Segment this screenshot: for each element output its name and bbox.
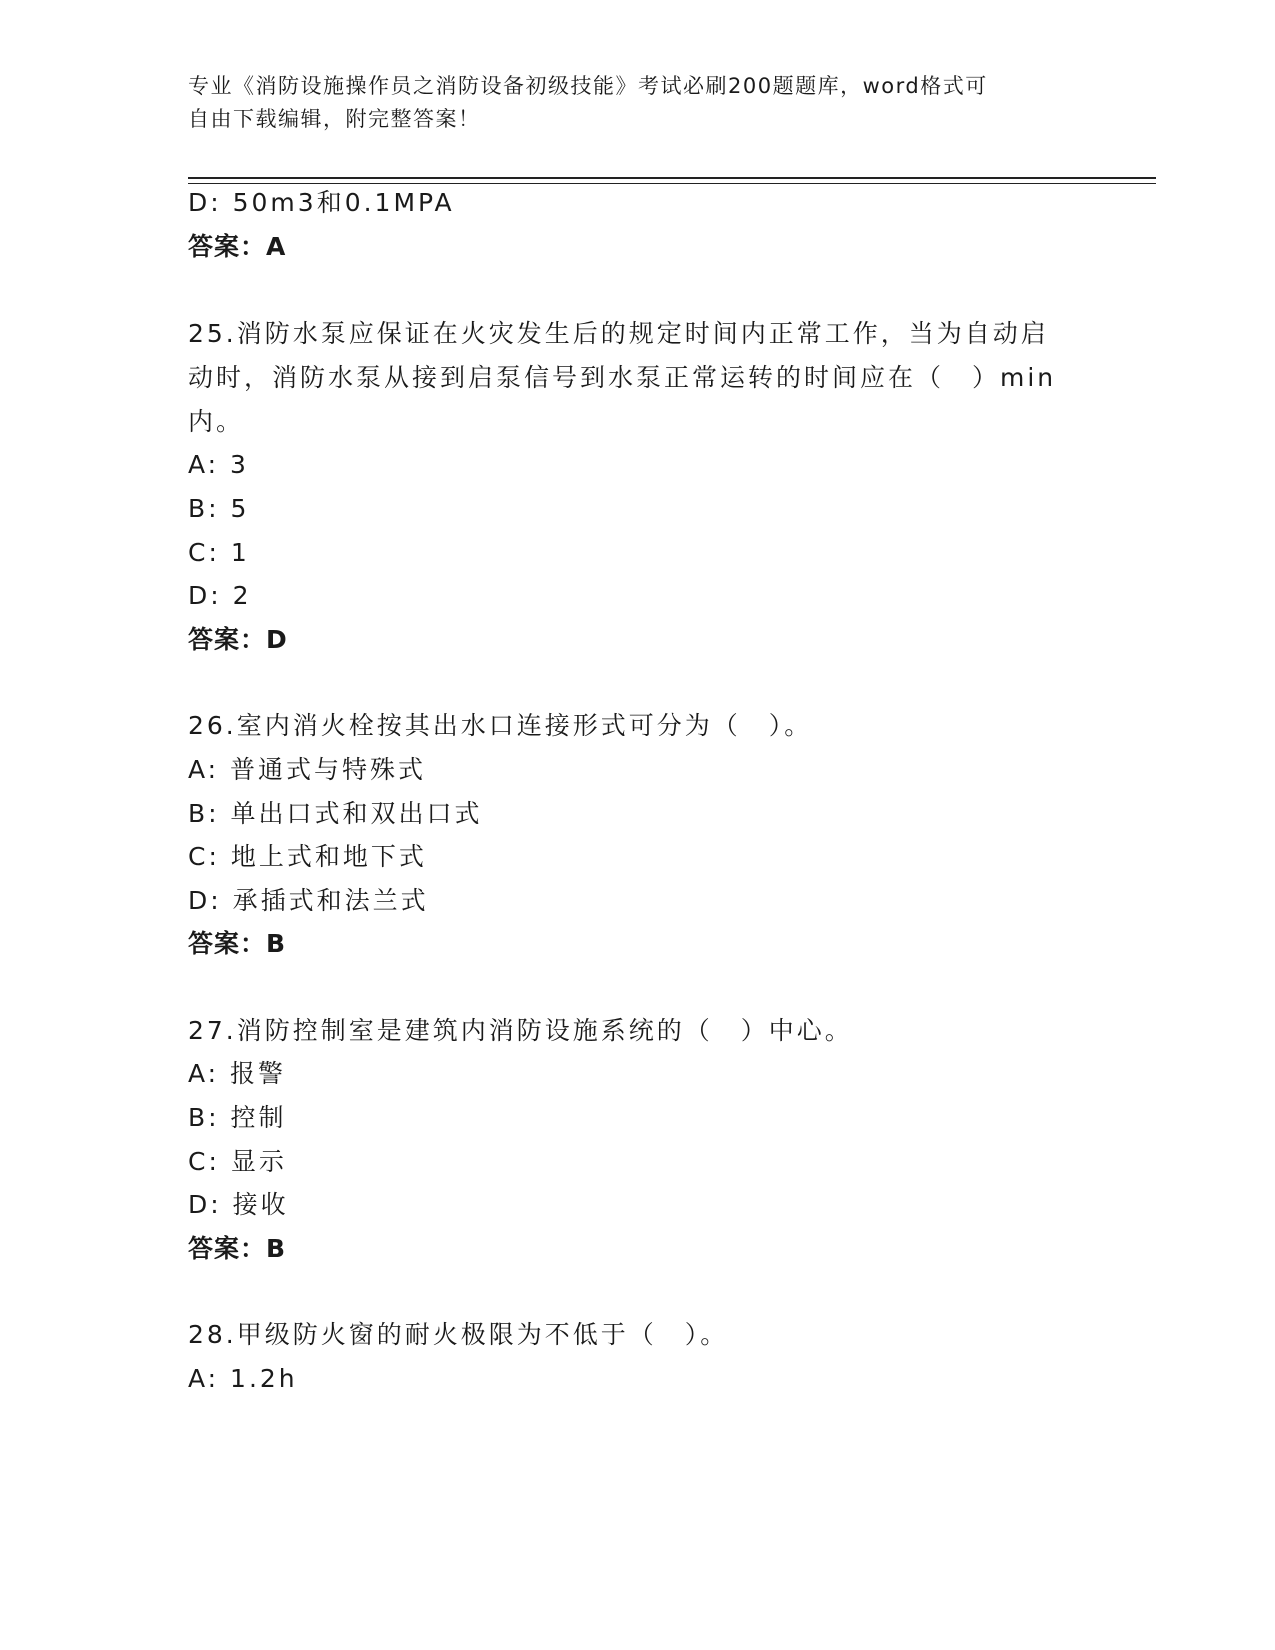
header-divider-thin: [188, 183, 1156, 184]
prev-option-d: D: 50m3和0.1MPA: [188, 188, 455, 217]
q25-stem-line-1: 25.消防水泵应保证在火灾发生后的规定时间内正常工作，当为自动启: [188, 319, 1049, 348]
q25-stem-line-3: 内。: [188, 407, 245, 436]
q26-answer: 答案：B: [188, 929, 287, 958]
q25-answer: 答案：D: [188, 625, 288, 654]
q27-answer: 答案：B: [188, 1234, 287, 1263]
q26-option-c: C: 地上式和地下式: [188, 842, 427, 871]
q26-option-d: D: 承插式和法兰式: [188, 886, 429, 915]
header-line-2: 自由下载编辑，附完整答案！: [188, 107, 481, 131]
q25-option-c: C: 1: [188, 538, 250, 567]
q27-stem: 27.消防控制室是建筑内消防设施系统的（ ）中心。: [188, 1016, 853, 1045]
q25-option-d: D: 2: [188, 581, 252, 610]
q25-stem-line-2: 动时，消防水泵从接到启泵信号到水泵正常运转的时间应在（ ）min: [188, 363, 1057, 392]
q25-option-a: A: 3: [188, 450, 249, 479]
page-header: [188, 70, 1088, 136]
q27-option-a: A: 报警: [188, 1059, 287, 1088]
q28-option-a: A: 1.2h: [188, 1364, 298, 1393]
q28-stem: 28.甲级防火窗的耐火极限为不低于（ ）。: [188, 1320, 729, 1349]
prev-answer: 答案：A: [188, 232, 287, 261]
q26-option-b: B: 单出口式和双出口式: [188, 799, 483, 828]
header-line-1: 专业《消防设施操作员之消防设备初级技能》考试必刷200题题库，word格式可: [188, 74, 988, 98]
q27-option-c: C: 显示: [188, 1147, 287, 1176]
q27-option-b: B: 控制: [188, 1103, 287, 1132]
q26-option-a: A: 普通式与特殊式: [188, 755, 427, 784]
q26-stem: 26.室内消火栓按其出水口连接形式可分为（ ）。: [188, 711, 813, 740]
q25-option-b: B: 5: [188, 494, 250, 523]
q27-option-d: D: 接收: [188, 1190, 289, 1219]
header-divider-thick: [188, 177, 1156, 179]
